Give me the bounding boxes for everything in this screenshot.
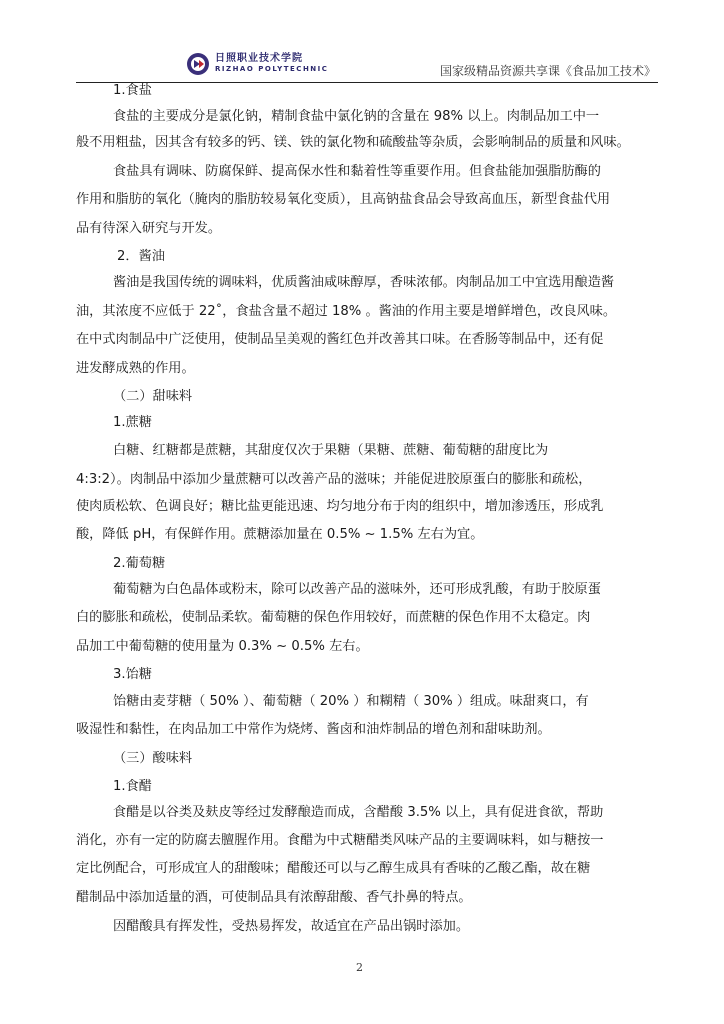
paragraph-line: 品加工中葡萄糖的使用量为 0.3% ~ 0.5% 左右。 [76, 639, 369, 654]
paragraph-line: 食醋是以谷类及麸皮等经过发酵酿造而成，含醋酸 3.5% 以上，具有促进食欲，帮助 [113, 805, 604, 820]
paragraph-line: 消化，亦有一定的防腐去膻腥作用。食醋为中式糖醋类风味产品的主要调味料，如与糖按一 [76, 833, 604, 848]
paragraph-line: 作用和脂肪的氧化（腌肉的脂肪较易氧化变质），且高钠盐食品会导致高血压，新型食盐代用 [76, 192, 611, 207]
heading-soy-sauce: 2．酱油 [117, 249, 165, 264]
paragraph-line: 食盐具有调味、防腐保鲜、提高保水性和黏着性等重要作用。但食盐能加强脂肪酶的 [113, 164, 601, 179]
paragraph-line: 白的膨胀和疏松，使制品柔软。葡萄糖的保色作用较好，而蔗糖的保色作用不太稳定。肉 [76, 610, 591, 625]
section-heading-sweeteners: （二）甜味料 [113, 389, 193, 404]
paragraph-line: 食盐的主要成分是氯化钠，精制食盐中氯化钠的含量在 98% 以上。肉制品加工中一 [113, 109, 600, 124]
paragraph-line: 饴糖由麦芽糖（ 50% ）、葡萄糖（ 20% ）和糊精（ 30% ）组成。味甜爽口，有 [113, 694, 589, 709]
paragraph-line: 进发酵成熟的作用。 [76, 361, 195, 376]
paragraph-line: 在中式肉制品中广泛使用，使制品呈美观的酱红色并改善其口味。在香肠等制品中，还有促 [76, 332, 604, 347]
paragraph-line: 白糖、红糖都是蔗糖，其甜度仅次于果糖（果糖、蔗糖、葡萄糖的甜度比为 [113, 443, 549, 458]
paragraph-line: 酸，降低 pH，有保鲜作用。蔗糖添加量在 0.5% ~ 1.5% 左右为宜。 [76, 527, 484, 542]
heading-glucose: 2.葡萄糖 [113, 556, 166, 571]
school-emblem-icon [186, 52, 210, 76]
section-heading-acidulants: （三）酸味料 [113, 751, 193, 766]
page-header [76, 40, 658, 83]
logo-chinese-name: 日照职业技术学院 [215, 53, 303, 64]
heading-salt: 1.食盐 [113, 83, 152, 98]
page-number: 2 [356, 961, 363, 974]
paragraph-line: 4:3:2）。肉制品中添加少量蔗糖可以改善产品的滋味；并能促进胶原蛋白的膨胀和疏松， [76, 472, 592, 487]
school-logo [186, 50, 328, 78]
paragraph-line: 吸湿性和黏性，在肉品加工中常作为烧烤、酱卤和油炸制品的增色剂和甜味助剂。 [76, 722, 551, 737]
paragraph-line: 般不用粗盐，因其含有较多的钙、镁、铁的氯化物和硫酸盐等杂质，会影响制品的质量和风味。 [76, 135, 630, 150]
paragraph-line: 葡萄糖为白色晶体或粉末，除可以改善产品的滋味外，还可形成乳酸，有助于胶原蛋 [113, 582, 601, 597]
heading-sucrose: 1.蔗糖 [113, 415, 152, 430]
heading-maltose-syrup: 3.饴糖 [113, 667, 152, 682]
paragraph-line: 油，其浓度不应低于 22˚，食盐含量不超过 18% 。酱油的作用主要是增鲜增色，改良风味。 [76, 304, 617, 319]
heading-vinegar: 1.食醋 [113, 779, 152, 794]
course-title: 国家级精品资源共享课《食品加工技术》 [439, 64, 656, 78]
logo-english-name: RIZHAO POLYTECHNIC [215, 65, 329, 73]
paragraph-line: 定比例配合，可形成宜人的甜酸味；醋酸还可以与乙醇生成具有香味的乙酸乙酯，故在糖 [76, 861, 591, 876]
paragraph-line: 使肉质松软、色调良好；糖比盐更能迅速、均匀地分布于肉的组织中，增加渗透压，形成乳 [76, 499, 604, 514]
paragraph-line: 品有待深入研究与开发。 [76, 221, 222, 236]
paragraph-line: 酱油是我国传统的调味料，优质酱油咸味醇厚，香味浓郁。肉制品加工中宜选用酿造酱 [113, 275, 615, 290]
paragraph-line: 因醋酸具有挥发性，受热易挥发，故适宜在产品出锅时添加。 [113, 919, 470, 934]
paragraph-line: 醋制品中添加适量的酒，可使制品具有浓醇甜酸、香气扑鼻的特点。 [76, 890, 472, 905]
